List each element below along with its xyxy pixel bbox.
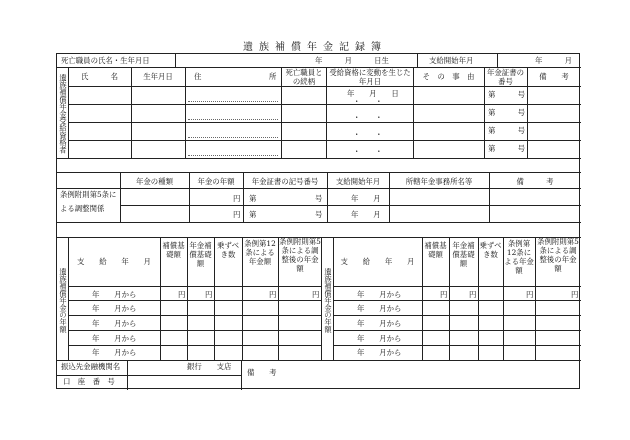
col-relation: 死亡職員との続柄 xyxy=(285,68,323,86)
col-change-sub: 年 月 日 xyxy=(347,89,399,98)
rule xyxy=(333,286,581,287)
adj-col-note: 備 考 xyxy=(516,177,554,186)
amount-from: 年 月から xyxy=(357,304,402,313)
rule xyxy=(326,67,327,158)
adj-col-amount: 年金の年額 xyxy=(197,177,235,186)
amount-col-final: 条例附則第5条による調整後の年金額 xyxy=(537,237,579,273)
amount-yen: 円 xyxy=(571,290,579,299)
cert-number: 第 号 xyxy=(488,90,525,99)
amount-from: 年 月から xyxy=(357,334,402,343)
rule xyxy=(57,158,581,159)
bank-branch: 銀行 支店 xyxy=(187,362,232,371)
dotted-rule xyxy=(188,137,278,138)
adj-col-type: 年金の種類 xyxy=(136,177,173,186)
amount-col-multiplier: 乗ずべき数 xyxy=(216,241,240,259)
amount-yen: 円 xyxy=(312,290,320,299)
adj-ym: 年 月 xyxy=(351,194,381,203)
recipients-side-label: 遺族補償年金受給資格者 xyxy=(59,74,68,154)
date-dots: ・ ・ xyxy=(353,97,383,106)
adj-ym: 年 月 xyxy=(351,210,381,219)
rule xyxy=(333,300,581,301)
date-dots: ・ ・ xyxy=(353,113,383,122)
col-name-text: 氏 名 xyxy=(81,72,118,81)
adj-col-start: 支給開始年月 xyxy=(335,177,381,186)
account-label: 口 座 番 号 xyxy=(63,377,115,386)
amount-col-multiplier: 乗ずべき数 xyxy=(479,241,502,259)
adj-dai: 第 xyxy=(249,210,257,219)
rule xyxy=(68,315,321,316)
adj-go: 号 xyxy=(315,210,323,219)
rule xyxy=(497,54,498,67)
amount-from: 年 月から xyxy=(357,290,402,299)
amount-from: 年 月から xyxy=(92,334,137,343)
date-dots: ・ ・ xyxy=(353,147,383,156)
pension-record-form xyxy=(56,53,580,389)
amount-from: 年 月から xyxy=(357,348,402,357)
amount-from: 年 月から xyxy=(357,319,402,328)
col-change: 受給資格に変動を生じた年月日 xyxy=(329,68,411,86)
rule xyxy=(68,345,321,346)
rule xyxy=(68,140,581,141)
col-name xyxy=(68,73,131,82)
rule xyxy=(333,345,581,346)
amount-from: 年 月から xyxy=(92,290,137,299)
dotted-rule xyxy=(188,119,278,120)
col-address-left: 住 xyxy=(194,72,202,81)
cert-number: 第 号 xyxy=(488,144,525,153)
bank-label: 振込先金融機関名 xyxy=(61,362,121,371)
rule xyxy=(68,286,321,287)
rule xyxy=(68,300,321,301)
col-birth xyxy=(131,73,185,82)
adj-col-office: 所轄年金事務所名等 xyxy=(405,177,473,186)
amount-yen: 円 xyxy=(269,290,277,299)
amount-side-label-left: 遺族補償年金の年額 xyxy=(59,267,68,333)
start-month-label: 支給開始年月 xyxy=(429,56,474,65)
dotted-rule xyxy=(188,101,278,102)
adj-col-cert: 年金証書の記号番号 xyxy=(251,177,319,186)
rule xyxy=(57,222,581,223)
amount-yen: 円 xyxy=(526,290,534,299)
col-note: 備 考 xyxy=(539,72,569,81)
rule xyxy=(68,330,321,331)
rule xyxy=(175,54,176,67)
amount-col-period: 支 給 年 月 xyxy=(77,257,151,266)
amount-yen: 円 xyxy=(469,290,477,299)
rule xyxy=(333,330,581,331)
form-title: 遺族補償年金記録簿 xyxy=(243,42,387,53)
date-dots: ・ ・ xyxy=(353,130,383,139)
amount-col-adjusted: 条例第12条による年金額 xyxy=(504,239,534,275)
rule xyxy=(68,122,581,123)
rule xyxy=(333,315,581,316)
amount-col-base: 補償基礎額 xyxy=(424,241,447,259)
rule xyxy=(57,188,581,189)
rule xyxy=(333,237,334,360)
amount-col-period: 支 給 年 月 xyxy=(340,257,415,266)
col-reason: そ の 事 由 xyxy=(422,72,475,81)
adj-yen: 円 xyxy=(233,194,241,203)
adjustment-side-label: 条例附則第5条による調整関係 xyxy=(60,190,117,214)
deceased-birth-date: 年 月 日生 xyxy=(315,56,389,65)
adj-dai: 第 xyxy=(249,194,257,203)
rule xyxy=(57,360,581,361)
adj-yen: 円 xyxy=(233,210,241,219)
start-month-value: 年 月 xyxy=(535,56,572,65)
amount-col-pension-base: 年金補償基礎額 xyxy=(189,241,212,268)
amount-yen: 円 xyxy=(205,290,213,299)
rule xyxy=(185,67,186,158)
rule xyxy=(241,360,242,390)
col-cert: 年金証書の番号 xyxy=(487,68,524,86)
amount-col-final: 条例附則第5条による調整後の年金額 xyxy=(279,237,321,273)
amount-from: 年 月から xyxy=(92,348,137,357)
col-birth-text: 生年月日 xyxy=(143,72,173,81)
cert-number: 第 号 xyxy=(488,108,525,117)
dotted-rule xyxy=(188,155,278,156)
rule xyxy=(57,172,581,173)
amount-side-label-right: 遺族補償年金の年額 xyxy=(324,267,333,333)
amount-yen: 円 xyxy=(178,290,186,299)
rule xyxy=(281,67,282,158)
rule xyxy=(417,54,418,67)
rule xyxy=(57,375,241,376)
rule xyxy=(68,237,69,360)
cert-number: 第 号 xyxy=(488,126,525,135)
amount-yen: 円 xyxy=(440,290,448,299)
deceased-label: 死亡職員の氏名・生年月日 xyxy=(61,56,150,65)
amount-from: 年 月から xyxy=(92,304,137,313)
amount-col-base: 補償基礎額 xyxy=(162,241,185,259)
amount-from: 年 月から xyxy=(92,319,137,328)
rule xyxy=(127,360,128,390)
amount-col-pension-base: 年金補償基礎額 xyxy=(452,241,475,268)
adj-go: 号 xyxy=(315,194,323,203)
footer-note-label: 備 考 xyxy=(247,368,277,377)
col-address-right: 所 xyxy=(269,72,277,81)
rule xyxy=(68,104,581,105)
amount-col-adjusted: 条例第12条による年金額 xyxy=(244,239,276,266)
rule xyxy=(321,237,322,360)
